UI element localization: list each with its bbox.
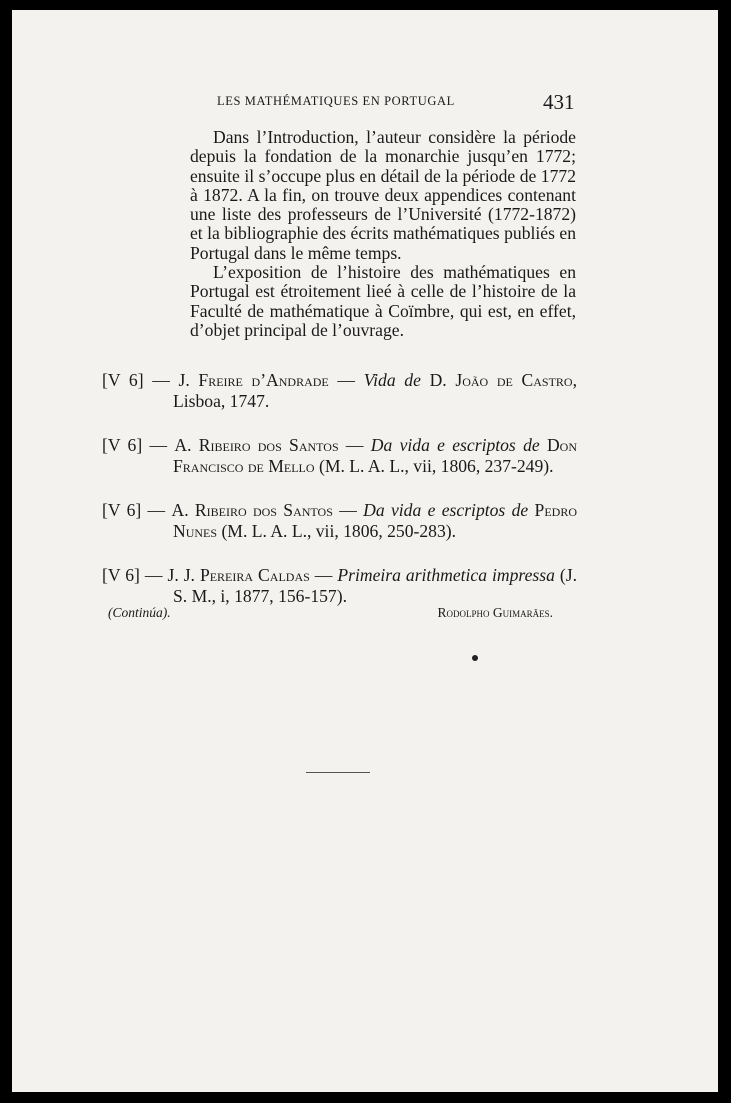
page-header [12, 90, 718, 114]
paragraph-introduction: Dans l’Introduction, l’auteur considère la période depuis la fondation de la monarchie jusqu’en 1772; ensuite il s’occupe plus en détail de la période de 1772 à 1872. A la fin, on trouve deux appendices contenant une liste des professeurs de l’Université (1772-1872) et la bibliographie des écrits mathématiques publiés en Portugal dans le même temps. [190, 127, 576, 263]
paragraph-exposition: L’exposition de l’histoire des mathématiques en Portugal est étroitement lieé à celle de l’histoire de la Faculté de mathématique à Coïmbre, qui est, en effet, d’objet principal de l’ouvrage. [190, 262, 576, 340]
reference-title: Da vida e escriptos de [363, 500, 529, 520]
reference-separator: — [338, 435, 371, 455]
reference-details: (M. L. A. L., vii, 1806, 250-283). [217, 521, 457, 541]
reference-entry [102, 500, 577, 542]
author-signature: Rodolpho Guimarães. [437, 605, 553, 620]
reference-title: Da vida e escriptos de [370, 435, 540, 455]
reference-title: Primeira arithmetica impressa [337, 565, 555, 585]
reference-list [102, 370, 577, 630]
reference-separator: — [328, 370, 364, 390]
reference-code: [V 6] — [102, 435, 175, 455]
reference-details: (J. S. M., i, 1877, 156-157). [173, 565, 577, 606]
ink-dot [472, 655, 478, 661]
page-number: 431 [543, 90, 575, 114]
body-text [190, 128, 576, 340]
reference-separator: — [309, 565, 338, 585]
reference-subject: D. João de Castro [420, 370, 573, 390]
reference-separator: — [332, 500, 364, 520]
running-title: LES MATHÉMATIQUES EN PORTUGAL [217, 94, 455, 108]
reference-details: , Lisboa, 1747. [173, 370, 577, 411]
reference-author: J. Freire d’Andrade [178, 370, 329, 390]
reference-code: [V 6] — [102, 565, 168, 585]
document-page [12, 10, 718, 1092]
reference-entry [102, 565, 577, 607]
reference-subject: Don Francisco de Mello [173, 435, 577, 476]
signature-line [108, 605, 553, 627]
section-rule [306, 772, 370, 773]
reference-author: J. J. Pereira Caldas [167, 565, 310, 585]
reference-code: [V 6] — [102, 500, 172, 520]
reference-author: A. Ribeiro dos Santos [171, 500, 333, 520]
continued-note: (Continúa). [108, 605, 171, 620]
reference-code: [V 6] — [102, 370, 179, 390]
reference-entry [102, 370, 577, 412]
reference-entry [102, 435, 577, 477]
reference-details: (M. L. A. L., vii, 1806, 237-249). [314, 456, 554, 476]
reference-title: Vida de [363, 370, 421, 390]
reference-author: A. Ribeiro dos Santos [174, 435, 339, 455]
reference-subject: Pedro Nunes [173, 500, 577, 541]
